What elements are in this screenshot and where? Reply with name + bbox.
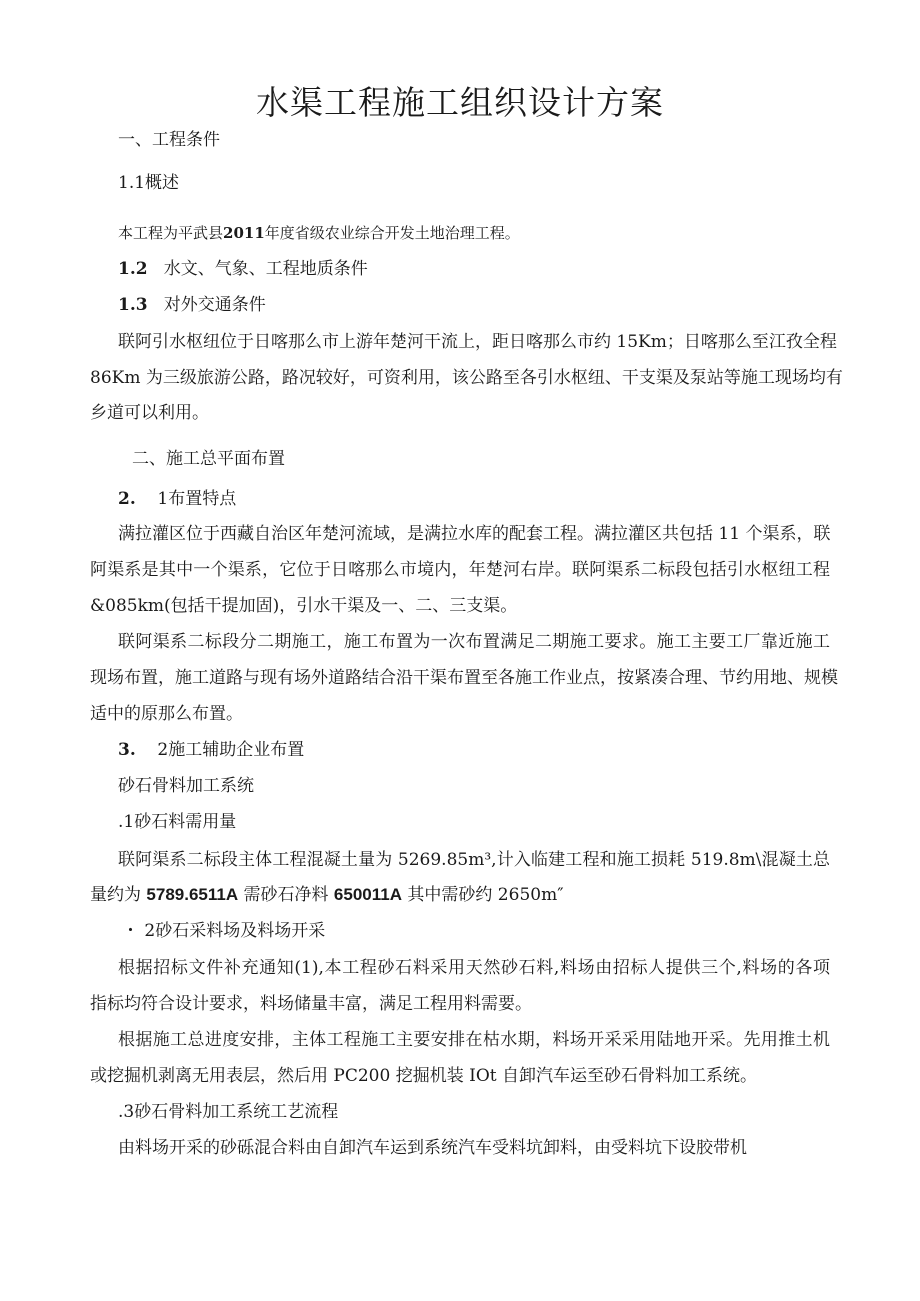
paragraph-line: &085km(包括干提加固)，引水干渠及一、二、三支渠。	[90, 596, 518, 616]
paragraph-line: 或挖掘机剥离无用表层，然后用 PC200 挖掘机装 IOt 自卸汽车运至砂石骨料加工系统。	[90, 1066, 757, 1086]
section-2-1-heading	[118, 488, 236, 510]
section-number: 3.	[118, 740, 136, 760]
section-number: 1.3	[118, 295, 148, 315]
paragraph-line: 指标均符合设计要求，料场储量丰富，满足工程用料需要。	[90, 994, 532, 1014]
section-1-2-heading	[118, 258, 368, 280]
subsection-heading: 砂石骨料加工系统	[118, 776, 254, 796]
section-1-3-heading	[118, 294, 266, 316]
section-label: 水文、气象、工程地质条件	[163, 259, 368, 279]
paragraph-line: 联阿引水枢纽位于日喀那么市上游年楚河干流上，距日喀那么市约 15Km；日喀那么至江孜全程	[118, 332, 837, 352]
paragraph-line	[90, 884, 564, 906]
year-text: 2011	[223, 224, 265, 242]
paragraph-line: 联阿渠系二标段分二期施工，施工布置为一次布置满足二期施工要求。施工主要工厂靠近施工	[118, 632, 830, 652]
paragraph-line: 根据施工总进度安排，主体工程施工主要安排在枯水期，料场开采采用陆地开采。先用推土机	[118, 1030, 830, 1050]
section-number: 2.	[118, 489, 136, 509]
paragraph-line: 联阿渠系二标段主体工程混凝土量为 5269.85m³,计入临建工程和施工损耗 519.8m\混凝土总	[118, 850, 830, 870]
document-title: 水渠工程施工组织设计方案	[256, 83, 664, 122]
paragraph-line: 满拉灌区位于西藏自治区年楚河流域，是满拉水库的配套工程。满拉灌区共包括 11 个渠系，联	[118, 524, 831, 544]
section-label: 1布置特点	[157, 489, 237, 509]
text-part: 其中需砂约 2650m″	[402, 885, 564, 905]
text-part: 需砂石净料	[238, 885, 334, 905]
section-number: 1.2	[118, 259, 148, 279]
quantity-value: 5789.6511A	[146, 885, 239, 904]
paragraph-line: 86Km 为三级旅游公路，路况较好，可资利用，该公路至各引水枢纽、干支渠及泵站等施工现场均有	[90, 368, 843, 388]
section-1-1-text	[118, 222, 520, 244]
subsection-item: .1砂石料需用量	[118, 812, 237, 832]
text-part: 年度省级农业综合开发土地治理工程。	[264, 224, 520, 242]
paragraph-line: 适中的原那么布置。	[90, 704, 243, 724]
section-1-heading: 一、工程条件	[118, 130, 220, 150]
section-2-heading: 二、施工总平面布置	[132, 449, 285, 469]
paragraph-line: 根据招标文件补充通知(1),本工程砂石料采用天然砂石料,料场由招标人提供三个,料场的各项	[118, 958, 830, 978]
section-1-1-heading: 1.1概述	[118, 173, 180, 193]
subsection-item: .3砂石骨料加工系统工艺流程	[118, 1102, 339, 1122]
paragraph-line: 乡道可以利用。	[90, 403, 209, 423]
section-3-heading	[118, 739, 304, 761]
text-part: 量约为	[90, 885, 147, 905]
section-label: 2施工辅助企业布置	[157, 740, 305, 760]
subsection-item: ・ 2砂石采料场及料场开采	[122, 921, 326, 941]
section-label: 对外交通条件	[163, 295, 266, 315]
paragraph-line: 现场布置，施工道路与现有场外道路结合沿干渠布置至各施工作业点，按紧凑合理、节约用地、规模	[90, 668, 838, 688]
text-part: 本工程为平武县	[118, 224, 224, 242]
paragraph-line: 阿渠系是其中一个渠系，它位于日喀那么市境内，年楚河右岸。联阿渠系二标段包括引水枢纽工程	[90, 560, 830, 580]
quantity-value: 650011A	[333, 885, 402, 904]
paragraph-line: 由料场开采的砂砾混合料由自卸汽车运到系统汽车受料坑卸料，由受料坑下设胶带机	[118, 1138, 747, 1158]
